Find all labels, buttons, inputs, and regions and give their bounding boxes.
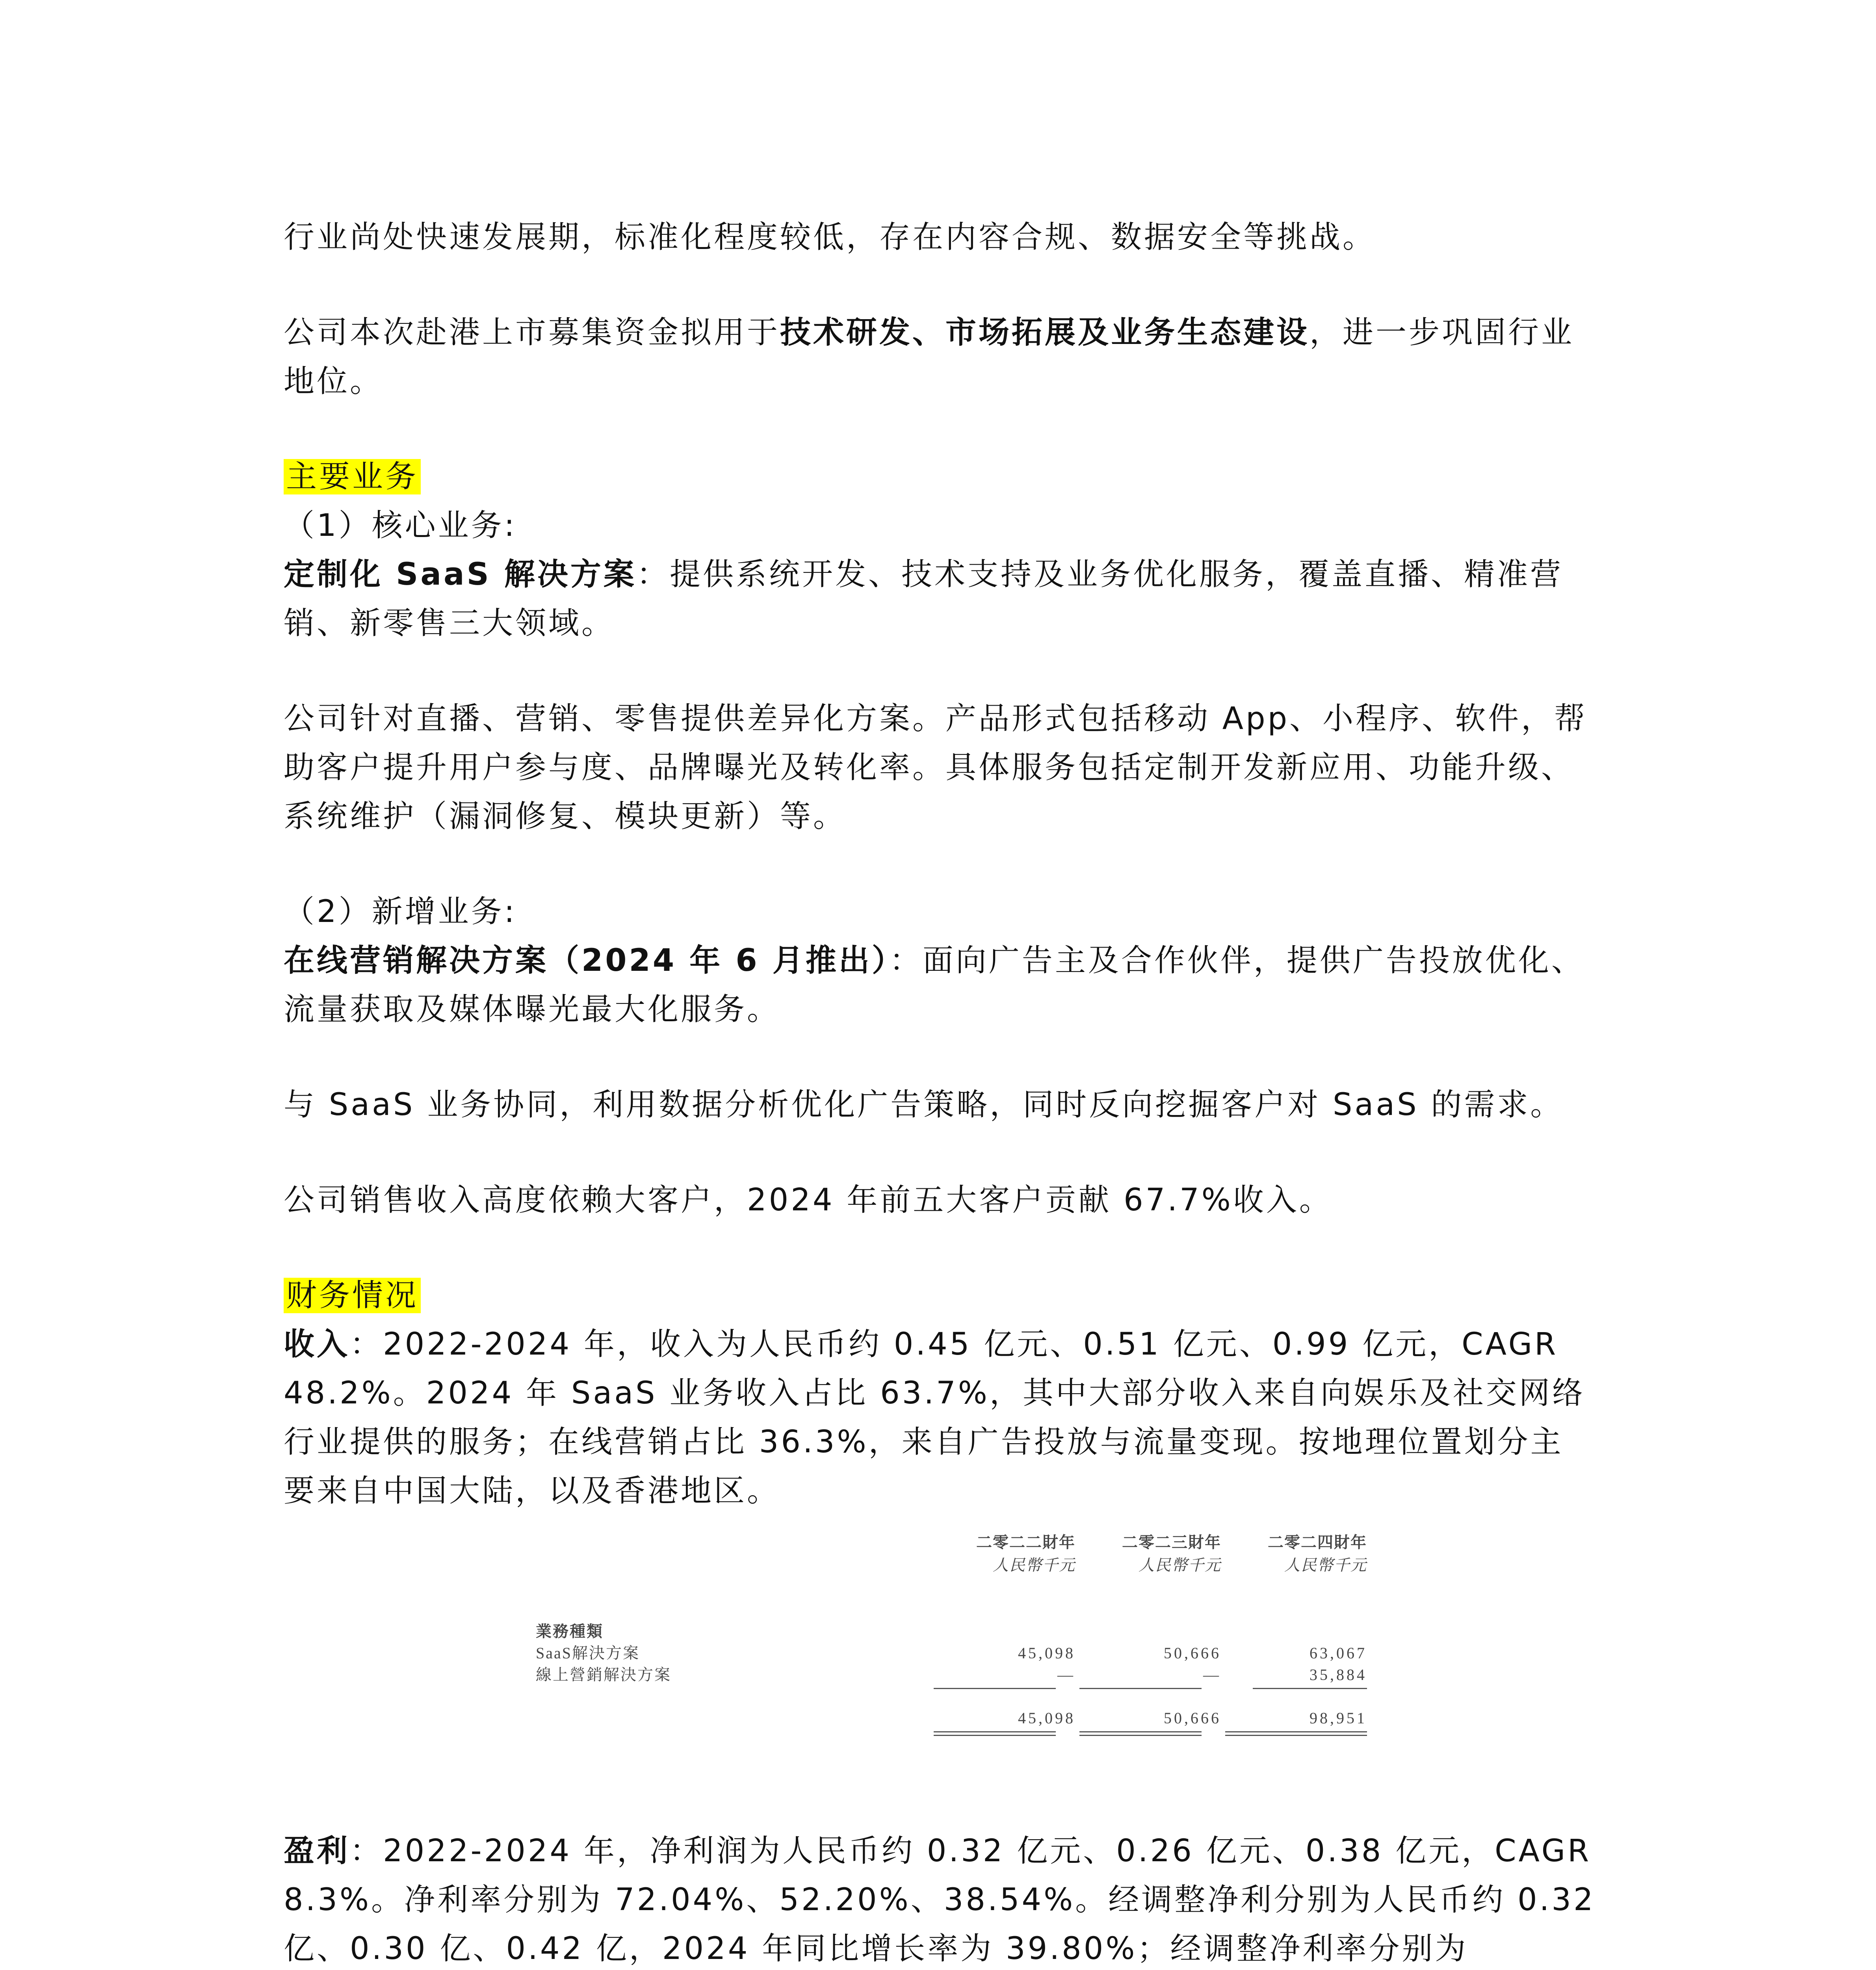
table-row-label: SaaS解決方案 [536,1644,640,1662]
revenue-label: 收入 [284,1327,350,1362]
customer-concentration-paragraph: 公司销售收入高度依赖大客户，2024 年前五大客户贡献 67.7%收入。 [284,1182,1332,1218]
finance-heading-line [284,1271,1596,1320]
table-col-unit: 人民幣千元 [993,1556,1075,1574]
revenue-text: ：2022-2024 年，收入为人民币约 0.45 亿元、0.51 亿元、0.99 亿元，CAGR 48.2%。2024 年 SaaS 业务收入占比 63.7%，其中大部分收入来自向娱乐及社交网络行业提供的服务；在线营销占比 36.3%，来自广告投放与流量变现。按地理位置划分主要来自中国大陆，以及香港地区。 [284,1327,1585,1509]
table-col-header [934,1531,1075,1577]
finance-heading: 财务情况 [284,1278,421,1313]
table-total-cell: 50,666 [1164,1709,1221,1727]
main-business-heading-line [284,452,1596,501]
profit-paragraph [284,1827,1596,1970]
table-total-cell: 98,951 [1309,1709,1367,1727]
table-cell: — [1203,1666,1221,1684]
core-business-label: （1）核心业务: [284,508,517,543]
core-business-paragraph [284,550,1596,648]
core-business-bold: 定制化 SaaS 解决方案 [284,557,637,592]
table-col-header [1225,1531,1367,1577]
table-col-header [1079,1531,1221,1577]
new-business-label: （2）新增业务: [284,894,517,929]
core-business-detail: 公司针对直播、营销、零售提供差异化方案。产品形式包括移动 App、小程序、软件，帮助客户提升用户参与度、品牌曝光及转化率。具体服务包括定制开发新应用、功能升级、系统维护（漏洞修复、模块更新）等。 [284,701,1588,834]
table-cell: 50,666 [1164,1644,1221,1662]
table-col-unit: 人民幣千元 [1284,1556,1367,1574]
ipo-text-post: ，进一步巩固行业地位。 [284,315,1575,399]
profit-text: ：2022-2024 年，净利润为人民币约 0.32 亿元、0.26 亿元、0.38 亿元，CAGR 8.3%。净利率分别为 72.04%、52.20%、38.54%。经调整净利分别为人民币约 0.32 亿、0.30 亿、0.42 亿，2024 年同比增长率为 39.80%；经调整净利率分别为 [284,1833,1596,1966]
table-total-rule [1079,1731,1202,1736]
table-cell: — [1057,1666,1075,1684]
table-col-year: 二零二三財年 [1122,1533,1221,1551]
main-business-heading: 主要业务 [284,459,421,494]
table-subtotal-rule [1253,1688,1367,1689]
profit-label: 盈利 [284,1833,350,1869]
industry-paragraph: 行业尚处快速发展期，标准化程度较低，存在内容合规、数据安全等挑战。 [284,219,1376,255]
new-business-text: ：面向广告主及合作伙伴，提供广告投放优化、流量获取及媒体曝光最大化服务。 [284,943,1584,1027]
table-subtotal-rule [934,1688,1056,1689]
revenue-breakdown-table [284,1531,1596,1799]
ipo-text-pre: 公司本次赴港上市募集资金拟用于 [284,315,780,350]
document-page [284,213,1596,1970]
ipo-proceeds-paragraph [284,308,1596,406]
table-subtotal-rule [1079,1688,1202,1689]
table-section-title: 業務種類 [536,1622,604,1640]
synergy-paragraph: 与 SaaS 业务协同，利用数据分析优化广告策略，同时反向挖掘客户对 SaaS 的需求。 [284,1087,1564,1123]
table-cell: 35,884 [1309,1666,1367,1684]
table-cell: 45,098 [1018,1644,1075,1662]
table-col-year: 二零二四財年 [1268,1533,1367,1551]
ipo-text-bold: 技术研发、市场拓展及业务生态建设 [780,315,1310,350]
table-row-label: 線上營銷解決方案 [536,1666,671,1684]
table-total-cell: 45,098 [1018,1709,1075,1727]
revenue-paragraph [284,1320,1596,1515]
new-business-bold: 在线营销解决方案（2024 年 6 月推出） [284,943,890,978]
table-col-unit: 人民幣千元 [1139,1556,1221,1574]
table-total-rule [934,1731,1056,1736]
table-col-year: 二零二二財年 [976,1533,1075,1551]
table-total-rule [1225,1731,1367,1736]
new-business-paragraph [284,936,1596,1034]
core-business-text: ：提供系统开发、技术支持及业务优化服务，覆盖直播、精准营销、新零售三大领域。 [284,557,1563,641]
table-cell: 63,067 [1309,1644,1367,1662]
